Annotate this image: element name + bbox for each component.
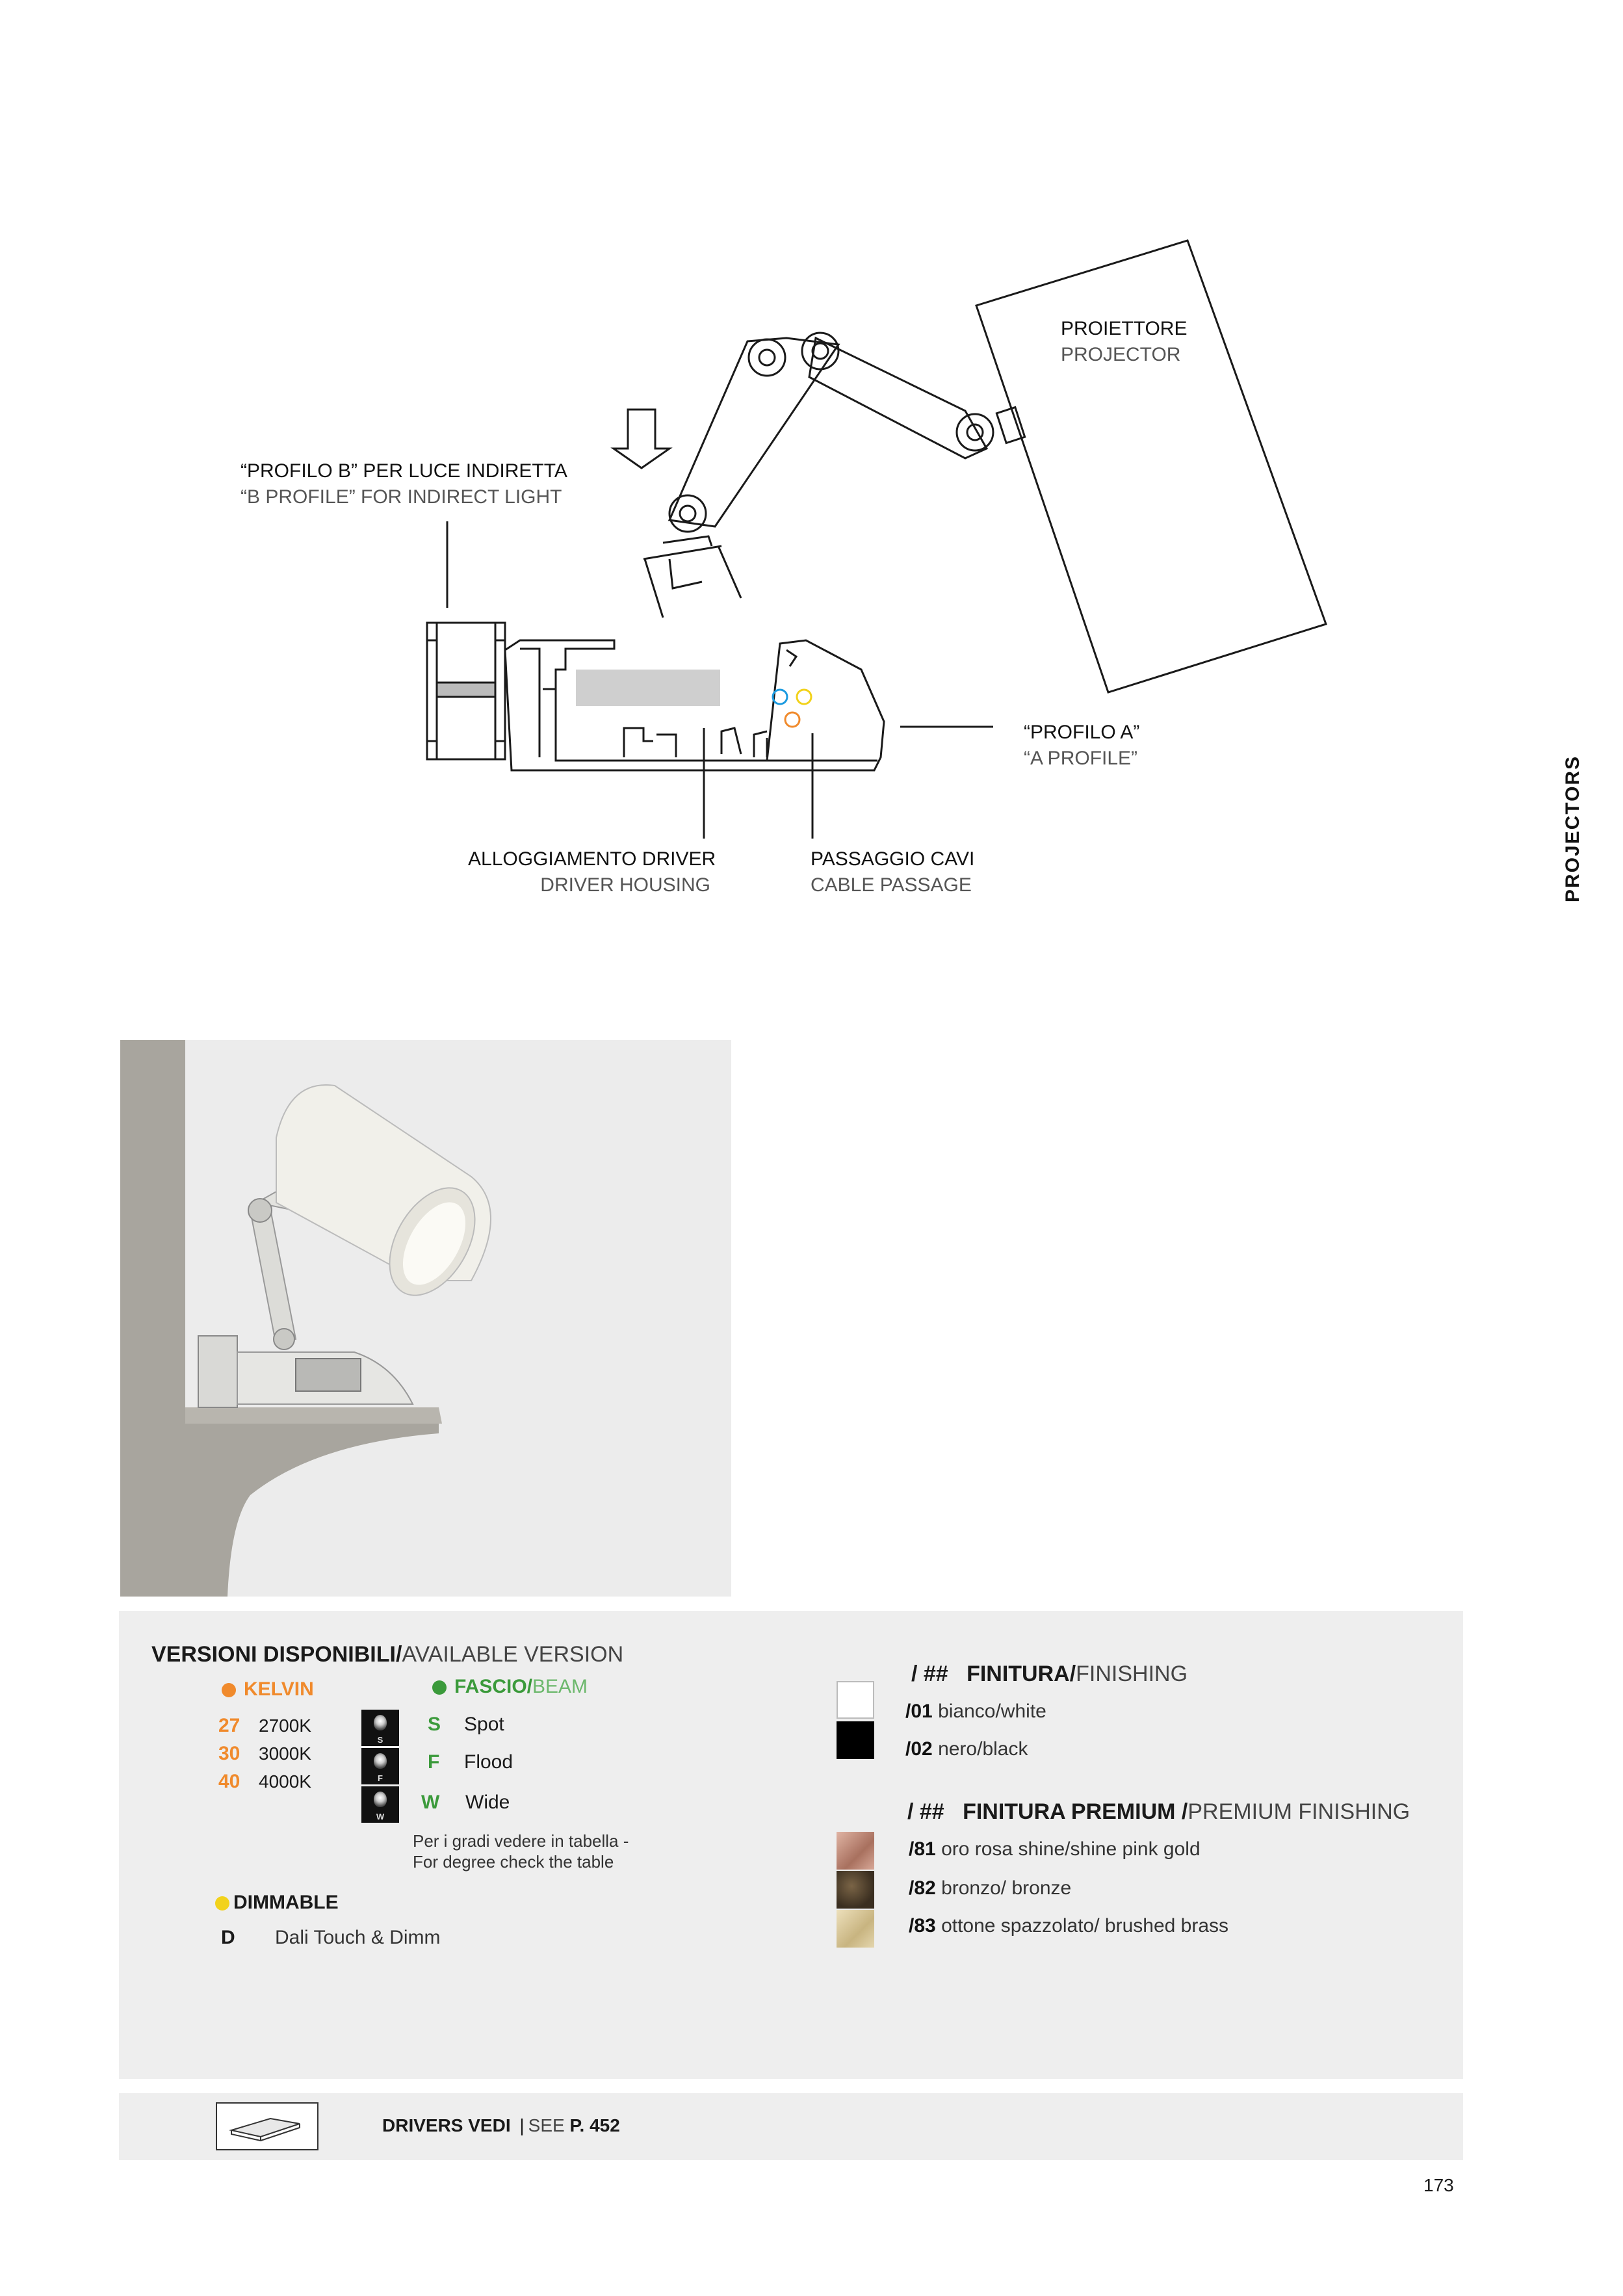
projector-body bbox=[976, 241, 1326, 692]
arm-bracket bbox=[643, 536, 741, 618]
driver-icon bbox=[215, 2102, 319, 2151]
kelvin-heading: KELVIN bbox=[222, 1678, 314, 1701]
kelvin-item: 40 4000K bbox=[218, 1771, 311, 1792]
dimmable-heading: DIMMABLE bbox=[215, 1892, 339, 1914]
dimmable-item: D Dali Touch & Dimm bbox=[221, 1927, 441, 1948]
finishing-premium-title: / ## FINITURA PREMIUM /PREMIUM FINISHING bbox=[907, 1799, 1410, 1824]
beam-item: S Spot bbox=[428, 1714, 504, 1735]
projector-connector bbox=[996, 408, 1024, 443]
lower-arm bbox=[669, 338, 838, 527]
beam-item: W Wide bbox=[421, 1792, 510, 1813]
swatch-pink-gold bbox=[837, 1832, 874, 1870]
finishing-premium-item: /83 ottone spazzolato/ brushed brass bbox=[909, 1915, 1229, 1937]
driver-housing-block bbox=[576, 670, 720, 706]
swatch-white bbox=[837, 1681, 874, 1719]
drivers-see-page-link[interactable]: DRIVERS VEDI | SEE P. 452 bbox=[382, 2115, 620, 2135]
label-profile-b: “PROFILO B” PER LUCE INDIRETTA “B PROFILE” FOR INDIRECT LIGHT bbox=[240, 460, 567, 508]
upper-arm bbox=[809, 338, 987, 458]
product-photo bbox=[120, 1040, 731, 1597]
beam-item: F Flood bbox=[428, 1751, 513, 1773]
label-profile-a: “PROFILO A” “A PROFILE” bbox=[1024, 722, 1140, 769]
swatch-bronze bbox=[837, 1871, 874, 1909]
cable-orange bbox=[785, 712, 799, 727]
beam-flood-icon: F bbox=[361, 1748, 399, 1784]
swatch-brushed-brass bbox=[837, 1910, 874, 1948]
finishing-title: / ## FINITURA/FINISHING bbox=[911, 1662, 1188, 1686]
page-number: 173 bbox=[1423, 2175, 1454, 2195]
finishing-premium-item: /82 bronzo/ bronze bbox=[909, 1877, 1072, 1899]
finishing-item: /02 nero/black bbox=[905, 1738, 1028, 1760]
label-driver-housing: ALLOGGIAMENTO DRIVER DRIVER HOUSING bbox=[468, 848, 716, 896]
drivers-bar bbox=[119, 2093, 1463, 2160]
finishing-premium-item: /81 oro rosa shine/shine pink gold bbox=[909, 1838, 1201, 1860]
label-projector: PROIETTORE PROJECTOR bbox=[1061, 318, 1188, 365]
beam-wide-icon: W bbox=[361, 1786, 399, 1823]
kelvin-item: 27 2700K bbox=[218, 1715, 311, 1736]
beam-spot-icon: S bbox=[361, 1710, 399, 1746]
spec-panel bbox=[119, 1611, 1463, 2079]
versions-title: VERSIONI DISPONIBILI/AVAILABLE VERSION bbox=[151, 1642, 624, 1667]
mounting-arrow-icon bbox=[614, 410, 669, 468]
cable-yellow bbox=[797, 690, 811, 704]
swatch-black bbox=[837, 1721, 874, 1759]
kelvin-item: 30 3000K bbox=[218, 1743, 311, 1764]
label-cable-passage: PASSAGGIO CAVI CABLE PASSAGE bbox=[811, 848, 975, 896]
side-tab: PROJECTORS bbox=[1562, 755, 1583, 903]
beam-note: Per i gradi vedere in tabella - For degree check the table bbox=[413, 1831, 629, 1872]
finishing-item: /01 bianco/white bbox=[905, 1701, 1046, 1722]
beam-heading: FASCIO/BEAM bbox=[432, 1676, 588, 1698]
